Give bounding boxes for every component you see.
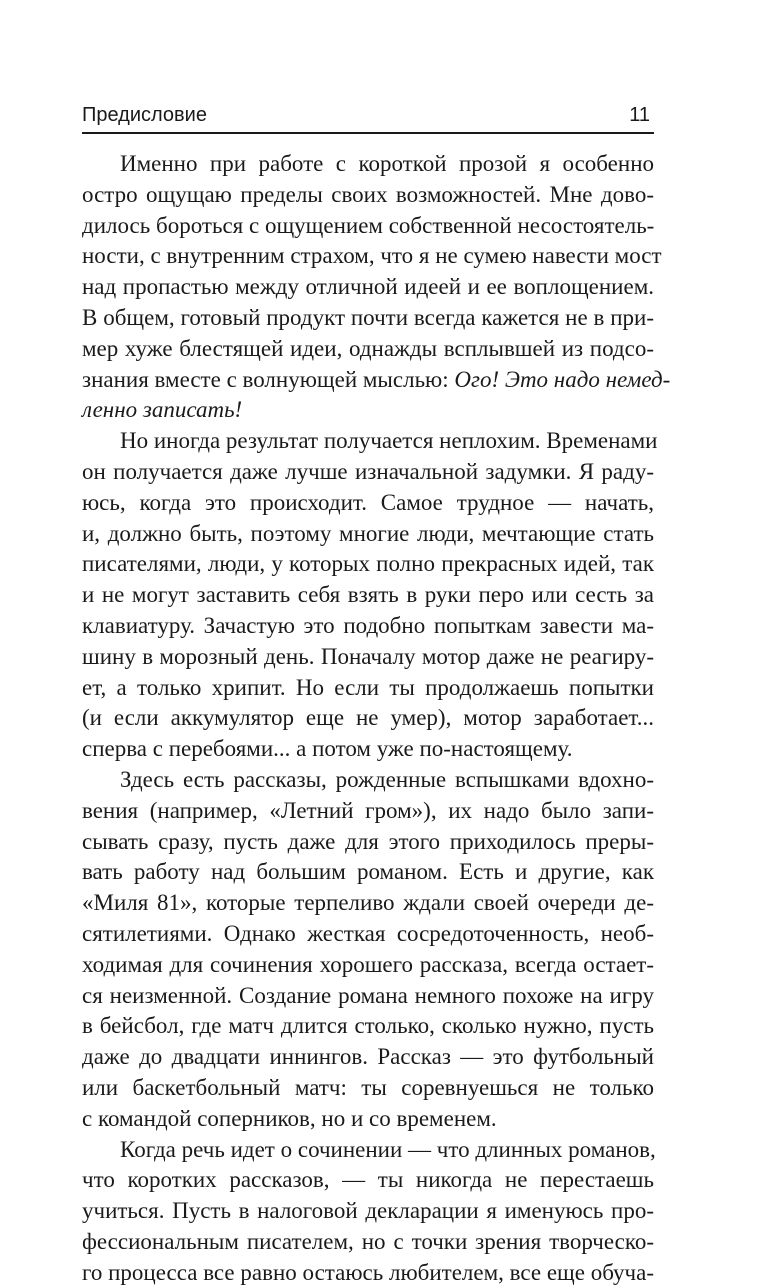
text-line: и, должно быть, поэтому многие люди, мечтающие стать — [82, 519, 654, 550]
text-line: В общем, готовый продукт почти всегда кажется не в при- — [82, 303, 654, 334]
text-line: писателями, люди, у которых полно прекрасных идей, так — [82, 549, 654, 580]
text-line: вать работу над большим романом. Есть и другие, как — [82, 857, 654, 888]
text-line: шину в морозный день. Поначалу мотор даже не реагиру- — [82, 642, 654, 673]
text-line: юсь, когда это происходит. Самое трудное — начать, — [82, 488, 654, 519]
paragraph-1 — [82, 149, 654, 426]
paragraph-4 — [82, 1135, 654, 1288]
page-number: 11 — [629, 102, 650, 128]
text-line: Именно при работе с короткой прозой я особенно — [82, 149, 654, 180]
text-line: или баскетбольный матч: ты соревнуешься не только — [82, 1073, 654, 1104]
text-line: в бейсбол, где матч длится столько, сколько нужно, пусть — [82, 1011, 654, 1042]
text-line: дилось бороться с ощущением собственной несостоятель- — [82, 211, 654, 242]
text-line: ет, а только хрипит. Но если ты продолжаешь попытки — [82, 673, 654, 704]
text-line: сятилетиями. Однако жесткая сосредоточенность, необ- — [82, 919, 654, 950]
text-line: го процесса все равно остаюсь любителем, все еще обуча- — [82, 1258, 654, 1288]
text-line: ности, с внутренним страхом, что я не сумею навести мост — [82, 241, 654, 272]
text-line: клавиатуру. Зачастую это подобно попыткам завести ма- — [82, 611, 654, 642]
text-line: остро ощущаю пределы своих возможностей. Мне дово- — [82, 180, 654, 211]
running-header — [82, 102, 654, 134]
text-line — [82, 365, 654, 396]
body-text — [82, 149, 654, 1288]
text-line: сперва с перебоями... а потом уже по-настоящему. — [82, 734, 654, 765]
text-line: мер хуже блестящей идеи, однажды всплывшей из подсо- — [82, 334, 654, 365]
paragraph-2 — [82, 426, 654, 765]
text-line: (и если аккумулятор еще не умер), мотор заработает... — [82, 703, 654, 734]
section-title: Предисловие — [82, 102, 207, 128]
text-line: Здесь есть рассказы, рожденные вспышками вдохно- — [82, 765, 654, 796]
text-line: над пропастью между отличной идеей и ее воплощением. — [82, 272, 654, 303]
text-line — [82, 395, 654, 426]
italic-text: Ого! Это надо немед- — [454, 367, 670, 392]
text-line: что коротких рассказов, — ты никогда не перестаешь — [82, 1165, 654, 1196]
italic-text: ленно записать! — [82, 397, 242, 422]
text-line: с командой соперников, но и со временем. — [82, 1104, 654, 1135]
text-line: он получается даже лучше изначальной задумки. Я раду- — [82, 457, 654, 488]
text-line: Когда речь идет о сочинении — что длинных романов, — [82, 1135, 654, 1166]
text-line: сывать сразу, пусть даже для этого приходилось преры- — [82, 827, 654, 858]
text-line: фессиональным писателем, но с точки зрения творческо- — [82, 1227, 654, 1258]
text-line: и не могут заставить себя взять в руки перо или сесть за — [82, 580, 654, 611]
text-line: Но иногда результат получается неплохим. Временами — [82, 426, 654, 457]
text-line: учиться. Пусть в налоговой декларации я именуюсь про- — [82, 1196, 654, 1227]
text-line: ходимая для сочинения хорошего рассказа, всегда остает- — [82, 950, 654, 981]
text-line: вения (например, «Летний гром»), их надо было запи- — [82, 796, 654, 827]
text-line: даже до двадцати иннингов. Рассказ — это футбольный — [82, 1042, 654, 1073]
text-run: знания вместе с волнующей мыслью: — [82, 367, 454, 392]
text-line: «Миля 81», которые терпеливо ждали своей очереди де- — [82, 888, 654, 919]
text-line: ся неизменной. Создание романа немного похоже на игру — [82, 981, 654, 1012]
paragraph-3 — [82, 765, 654, 1135]
